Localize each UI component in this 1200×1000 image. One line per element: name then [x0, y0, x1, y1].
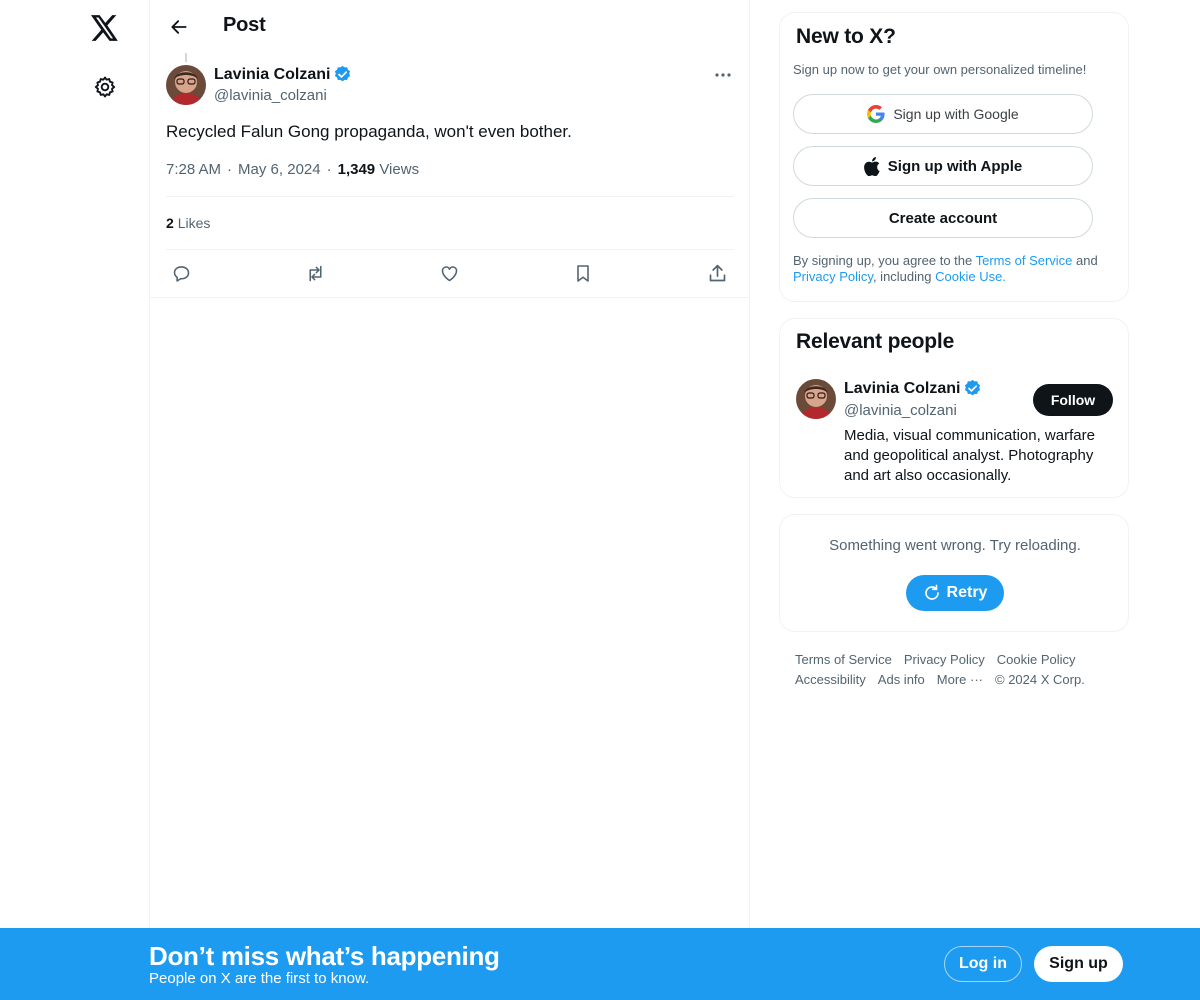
- divider: [166, 249, 734, 250]
- bookmark-icon[interactable]: [570, 260, 596, 286]
- post-actions: [166, 260, 738, 286]
- footer-link[interactable]: Privacy Policy: [903, 652, 985, 667]
- footer-link[interactable]: Accessibility: [795, 672, 866, 687]
- follow-button[interactable]: Follow: [1033, 384, 1113, 416]
- more-icon[interactable]: [708, 65, 738, 85]
- post-date[interactable]: May 6, 2024: [238, 161, 321, 178]
- left-nav: [0, 0, 150, 1000]
- legal-prefix: By signing up, you agree to the: [793, 253, 976, 268]
- author-handle[interactable]: @lavinia_colzani: [214, 87, 327, 104]
- relevant-person-name[interactable]: [844, 379, 982, 398]
- relevant-person-name-text[interactable]: Lavinia Colzani: [844, 379, 961, 397]
- relevant-people-card: [779, 318, 1129, 498]
- copyright: © 2024 X Corp.: [995, 672, 1085, 687]
- relevant-person-handle[interactable]: @lavinia_colzani: [844, 402, 957, 419]
- retry-label[interactable]: Retry: [946, 584, 988, 601]
- card-subtitle: Sign up now to get your own personalized timeline!: [793, 62, 1087, 77]
- legal-and: and: [1072, 253, 1098, 268]
- repost-icon[interactable]: [302, 260, 328, 286]
- apple-signup-button[interactable]: [793, 146, 1093, 186]
- google-signup-button[interactable]: [793, 94, 1093, 134]
- post-meta: [166, 161, 419, 178]
- signup-banner: [0, 928, 1200, 1000]
- card-title: Relevant people: [796, 330, 955, 353]
- post-header: [150, 0, 750, 53]
- likes-label[interactable]: Likes: [177, 215, 211, 231]
- cookie-link[interactable]: Cookie Use.: [935, 269, 1006, 284]
- google-icon: [867, 105, 885, 123]
- views-label: Views: [379, 161, 420, 178]
- card-title: New to X?: [796, 25, 896, 48]
- author-name-text[interactable]: Lavinia Colzani: [214, 65, 331, 83]
- post-text: Recycled Falun Gong propaganda, won't even bother.: [166, 122, 572, 141]
- error-card: [779, 514, 1129, 632]
- relevant-person-bio: Media, visual communication, warfare and geopolitical analyst. Photography and art also occasionally.: [844, 427, 1095, 484]
- create-account-label[interactable]: Create account: [888, 209, 998, 227]
- terms-link[interactable]: Terms of Service: [975, 253, 1073, 268]
- post-time[interactable]: 7:28 AM: [166, 161, 222, 178]
- share-icon[interactable]: [704, 260, 730, 286]
- x-logo-icon[interactable]: [83, 6, 127, 50]
- error-message: Something went wrong. Try reloading.: [829, 537, 1081, 554]
- legal-including: , including: [872, 269, 936, 284]
- verified-badge-icon: [333, 65, 352, 84]
- thread-line: [185, 53, 187, 62]
- footer-link[interactable]: Terms of Service: [795, 652, 892, 667]
- divider: [166, 196, 734, 197]
- gear-icon[interactable]: [83, 65, 127, 109]
- author-name[interactable]: [214, 65, 352, 84]
- likes-row[interactable]: [166, 215, 210, 231]
- apple-signup-label[interactable]: Sign up with Apple: [887, 157, 1023, 175]
- footer-links: [795, 650, 1125, 690]
- login-button[interactable]: Log in: [944, 946, 1022, 982]
- footer-link[interactable]: Ads info: [877, 672, 925, 687]
- page-title: Post: [223, 14, 266, 36]
- footer-more-link[interactable]: More ···: [936, 672, 983, 687]
- main-column: [149, 0, 750, 1000]
- retry-button[interactable]: [906, 575, 1004, 611]
- create-account-button[interactable]: [793, 198, 1093, 238]
- views-count: 1,349: [337, 161, 376, 178]
- banner-subtitle: People on X are the first to know.: [149, 970, 370, 987]
- meta-separator: ·: [326, 161, 332, 178]
- verified-badge-icon: [963, 379, 982, 398]
- like-icon[interactable]: [436, 260, 462, 286]
- footer-link[interactable]: Cookie Policy: [996, 652, 1076, 667]
- arrow-left-icon[interactable]: [162, 10, 196, 44]
- signup-card: [779, 12, 1129, 302]
- reply-icon[interactable]: [168, 260, 194, 286]
- apple-icon: [864, 157, 880, 176]
- avatar[interactable]: [796, 379, 836, 419]
- banner-title: Don’t miss what’s happening: [149, 941, 500, 971]
- refresh-icon: [923, 584, 941, 602]
- legal-text: [793, 253, 1118, 285]
- divider: [150, 297, 750, 298]
- google-signup-label[interactable]: Sign up with Google: [893, 106, 1019, 122]
- likes-count[interactable]: 2: [166, 215, 174, 231]
- meta-separator: ·: [227, 161, 233, 178]
- avatar[interactable]: [166, 65, 206, 105]
- signup-button[interactable]: Sign up: [1034, 946, 1123, 982]
- privacy-link[interactable]: Privacy Policy: [793, 269, 873, 284]
